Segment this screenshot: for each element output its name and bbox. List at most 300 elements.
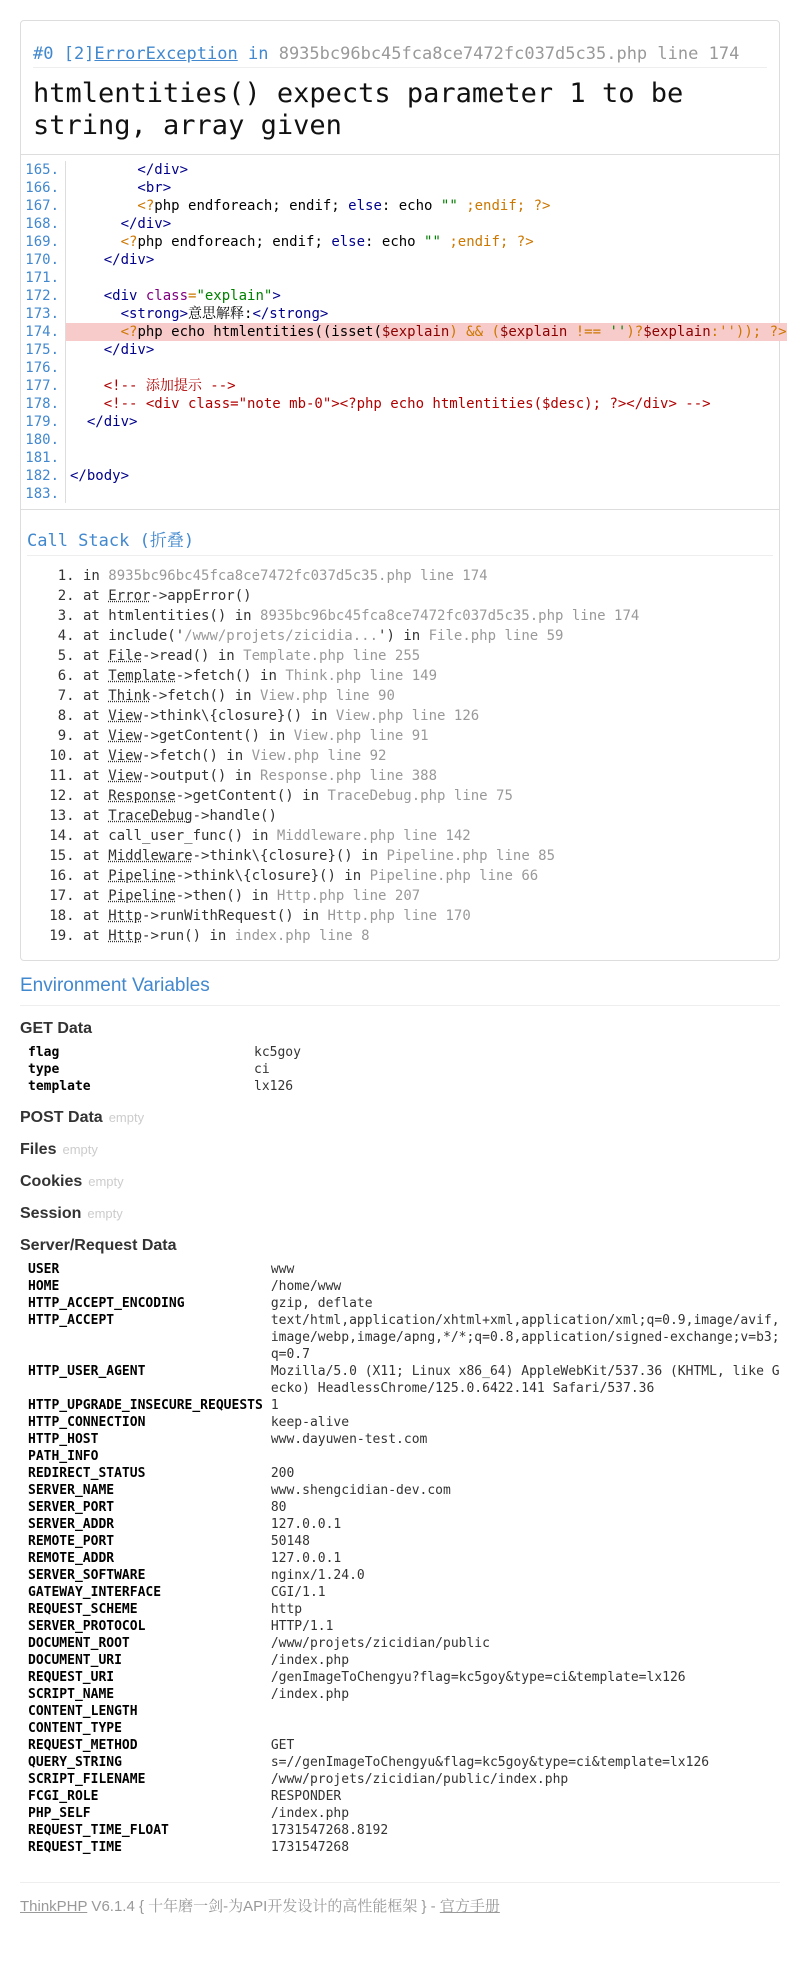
call-stack-file: Think.php line 149 (285, 668, 438, 684)
env-value: /genImageToChengyu?flag=kc5goy&type=ci&template=lx126 (270, 1670, 686, 1685)
env-row (20, 1414, 780, 1431)
call-stack-prefix: at (83, 688, 109, 704)
env-value: 127.0.0.1 (270, 1517, 342, 1532)
code-token: : echo (381, 198, 441, 214)
env-row (20, 1482, 780, 1499)
env-key: SERVER_PORT (28, 1500, 115, 1515)
env-value: RESPONDER (270, 1789, 342, 1804)
call-stack-list (27, 566, 773, 946)
env-row (20, 1839, 780, 1856)
line-code: </div> (70, 162, 189, 178)
env-value: www.dayuwen-test.com (270, 1432, 428, 1447)
line-number: 173. (21, 305, 66, 323)
call-stack-file: Response.php line 388 (260, 768, 438, 784)
call-stack-class[interactable]: Http (108, 928, 143, 944)
line-code: <!-- <div class="note mb-0"><?php echo htmlentities($desc); ?></div> --> (70, 396, 711, 412)
call-stack-file: 8935bc96bc45fca8ce7472fc037d5c35.php line 174 (108, 568, 488, 584)
env-row (20, 1584, 780, 1601)
get-data-table (20, 1044, 780, 1095)
env-row (20, 1261, 780, 1278)
call-stack-prefix: at htmlentities() in (83, 608, 261, 624)
line-number: 183. (21, 485, 66, 503)
call-stack-class[interactable]: Middleware (108, 848, 193, 864)
env-key: REQUEST_SCHEME (28, 1602, 138, 1617)
call-stack-method: ->fetch() in (175, 668, 286, 684)
call-stack-file: Http.php line 170 (327, 908, 471, 924)
env-row (20, 1533, 780, 1550)
source-line (21, 179, 779, 197)
line-code (66, 485, 779, 503)
call-stack-file: /www/projets/zicidia... (184, 628, 379, 644)
code-token: else (348, 198, 382, 214)
exception-number: #0 [2] (33, 44, 95, 64)
code-token: "explain" (196, 288, 273, 304)
call-stack-class[interactable]: Http (108, 908, 143, 924)
code-token: </strong> (252, 306, 329, 322)
exception-line-label: line (657, 44, 699, 64)
exception-file: 8935bc96bc45fca8ce7472fc037d5c35.php (278, 44, 648, 64)
call-stack-method: ->getContent() in (175, 788, 328, 804)
line-code (66, 359, 779, 377)
line-code (66, 269, 779, 287)
empty-label: empty (108, 1110, 145, 1125)
manual-link[interactable]: 官方手册 (439, 1898, 500, 1915)
call-stack-prefix: at (83, 808, 109, 824)
call-stack-file: Middleware.php line 142 (276, 828, 471, 844)
env-key: HTTP_CONNECTION (28, 1415, 146, 1430)
env-key: SCRIPT_FILENAME (28, 1772, 146, 1787)
call-stack-method: ->appError() (150, 588, 252, 604)
source-line (21, 449, 779, 467)
code-token: php endforeach; endif; (154, 198, 349, 214)
line-code: </div> (70, 252, 155, 268)
env-value: 1 (270, 1398, 279, 1413)
line-code: </div> (70, 216, 172, 232)
call-stack-prefix: at (83, 648, 109, 664)
code-token: !== (567, 324, 610, 340)
env-value: Mozilla/5.0 (X11; Linux x86_64) AppleWebKit/537.36 (KHTML, like Gecko) HeadlessChrome/125.0.6422.141 Safari/537.36 (270, 1364, 780, 1396)
code-token: "" (424, 234, 441, 250)
call-stack-item (83, 586, 773, 606)
call-stack-prefix: at (83, 928, 109, 944)
code-token: <? (70, 198, 155, 214)
empty-label: empty (62, 1142, 98, 1157)
call-stack-class[interactable]: Pipeline (108, 868, 176, 884)
call-stack-method: ->handle() (192, 808, 277, 824)
source-line (21, 467, 779, 485)
code-token: = (188, 288, 197, 304)
call-stack-class[interactable]: View (108, 708, 143, 724)
call-stack-item (83, 626, 773, 646)
environment-title: Environment Variables (20, 975, 780, 1006)
call-stack-item (83, 566, 773, 586)
env-row (20, 1601, 780, 1618)
env-row (20, 1703, 780, 1720)
code-token: > (272, 288, 281, 304)
env-value: CGI/1.1 (270, 1585, 326, 1600)
env-key: SERVER_ADDR (28, 1517, 115, 1532)
line-code: </body> (70, 468, 130, 484)
env-value: 80 (270, 1500, 287, 1515)
thinkphp-link[interactable]: ThinkPHP (20, 1898, 88, 1915)
get-data-title: GET Data (20, 1020, 93, 1037)
call-stack-file: View.php line 91 (293, 728, 429, 744)
code-token: $explain (499, 324, 568, 340)
call-stack-prefix: at (83, 588, 109, 604)
source-line (21, 287, 779, 305)
env-value: HTTP/1.1 (270, 1619, 334, 1634)
line-code: <!-- 添加提示 --> (70, 378, 236, 394)
code-token: "" (440, 198, 458, 214)
call-stack-file: Pipeline.php line 85 (386, 848, 556, 864)
env-key: HTTP_ACCEPT_ENCODING (28, 1296, 185, 1311)
call-stack-method: ->runWithRequest() in (142, 908, 328, 924)
env-row (20, 1737, 780, 1754)
code-token: 意思解释: (188, 306, 253, 322)
exception-panel (20, 20, 787, 961)
code-token: ) && ( (449, 324, 500, 340)
call-stack-class[interactable]: TraceDebug (108, 808, 193, 824)
env-value: 1731547268.8192 (270, 1823, 389, 1838)
call-stack-class[interactable]: View (108, 768, 143, 784)
env-value: s=//genImageToChengyu&flag=kc5goy&type=ci&template=lx126 (270, 1755, 710, 1770)
source-line (21, 215, 779, 233)
env-value: text/html,application/xhtml+xml,application/xml;q=0.9,image/avif,image/webp,image/apng,*/*;q=0.8,application/signed-exchange;v=b3;q=0.7 (270, 1313, 780, 1362)
source-line-highlighted (21, 323, 787, 341)
source-line (21, 197, 779, 215)
env-value: gzip, deflate (270, 1296, 373, 1311)
env-value: www.shengcidian-dev.com (270, 1483, 451, 1498)
line-number: 178. (21, 395, 66, 413)
call-stack-item (83, 806, 773, 826)
env-value: keep-alive (270, 1415, 350, 1430)
env-key: REMOTE_ADDR (28, 1551, 115, 1566)
line-number: 179. (21, 413, 66, 431)
env-row (20, 1465, 780, 1482)
code-token: ;endif; ?> (440, 234, 534, 250)
call-stack-item (83, 906, 773, 926)
source-line (21, 395, 779, 413)
call-stack-prefix: at (83, 768, 109, 784)
env-row (20, 1044, 780, 1061)
code-token: )? (626, 324, 644, 340)
env-value: /index.php (270, 1687, 350, 1702)
source-code-block (21, 155, 787, 510)
call-stack-class[interactable]: Response (108, 788, 176, 804)
call-stack-item (83, 746, 773, 766)
server-data-group (20, 1237, 780, 1856)
call-stack-method: ->think\{closure}() in (142, 708, 336, 724)
call-stack-prefix: in (83, 568, 109, 584)
env-key: SERVER_PROTOCOL (28, 1619, 146, 1634)
env-value: /home/www (270, 1279, 342, 1294)
source-line (21, 359, 779, 377)
call-stack-file: TraceDebug.php line 75 (327, 788, 513, 804)
env-value (263, 1448, 780, 1465)
call-stack-method: ->think\{closure}() in (192, 848, 387, 864)
call-stack-heading (27, 526, 773, 556)
code-token: ;endif; ?> (457, 198, 551, 214)
env-key: REQUEST_TIME (28, 1840, 122, 1855)
line-number: 175. (21, 341, 66, 359)
call-stack-class[interactable]: Error (108, 588, 151, 604)
env-row (20, 1363, 780, 1397)
env-value: 50148 (270, 1534, 310, 1549)
call-stack-file: View.php line 90 (260, 688, 395, 704)
cookies-title: Cookies (20, 1173, 83, 1190)
env-row (20, 1771, 780, 1788)
call-stack-prefix: at (83, 788, 109, 804)
files-group (20, 1141, 780, 1159)
line-number: 177. (21, 377, 66, 395)
source-line (21, 269, 779, 287)
env-row (20, 1312, 780, 1363)
line-number: 181. (21, 449, 66, 467)
env-key: PHP_SELF (28, 1806, 91, 1821)
env-key: HTTP_ACCEPT (28, 1313, 115, 1328)
line-code: </div> (70, 342, 155, 358)
call-stack-file: index.php line 8 (234, 928, 370, 944)
session-heading (20, 1205, 780, 1223)
code-token: <div (70, 288, 146, 304)
footer-version: V6.1.4 { 十年磨一剑-为API开发设计的高性能框架 } - (87, 1898, 440, 1915)
get-data-group (20, 1020, 780, 1095)
line-number: 176. (21, 359, 66, 377)
env-value: 1731547268 (270, 1840, 350, 1855)
call-stack-method: ->fetch() in (150, 688, 261, 704)
source-line (21, 305, 779, 323)
cookies-heading (20, 1173, 780, 1191)
cookies-group (20, 1173, 780, 1191)
call-stack-prefix: at (83, 908, 109, 924)
env-key: CONTENT_LENGTH (28, 1704, 138, 1719)
line-number: 166. (21, 179, 66, 197)
call-stack-prefix: at (83, 848, 109, 864)
call-stack-item (83, 866, 773, 886)
line-code (66, 323, 787, 341)
env-row (20, 1669, 780, 1686)
env-value: ci (254, 1062, 270, 1077)
call-stack-class[interactable]: Pipeline (108, 888, 176, 904)
env-key: DOCUMENT_URI (28, 1653, 122, 1668)
env-row (20, 1567, 780, 1584)
env-row (20, 1295, 780, 1312)
source-line (21, 413, 779, 431)
source-line (21, 233, 779, 251)
line-code (66, 449, 779, 467)
call-stack-class[interactable]: View (108, 748, 143, 764)
env-row (20, 1448, 780, 1465)
files-title: Files (20, 1141, 57, 1158)
call-stack-suffix: ') in (378, 628, 429, 644)
call-stack-item (83, 846, 773, 866)
line-number: 169. (21, 233, 66, 251)
code-token: : echo (365, 234, 425, 250)
env-row (20, 1652, 780, 1669)
code-token: :'')); (710, 324, 762, 340)
line-number: 167. (21, 197, 66, 215)
call-stack-file: View.php line 92 (251, 748, 387, 764)
code-token: class (145, 288, 189, 304)
call-stack-method: ->getContent() in (142, 728, 294, 744)
call-stack-item (83, 926, 773, 946)
env-key: REQUEST_TIME_FLOAT (28, 1823, 169, 1838)
env-key: CONTENT_TYPE (28, 1721, 122, 1736)
line-code (66, 197, 779, 215)
call-stack-prefix: at (83, 888, 109, 904)
env-key: FCGI_ROLE (28, 1789, 99, 1804)
env-key: REQUEST_URI (28, 1670, 115, 1685)
session-title: Session (20, 1205, 82, 1222)
env-value: /www/projets/zicidian/public/index.php (270, 1772, 569, 1787)
env-key: HTTP_HOST (28, 1432, 99, 1447)
env-key: HTTP_USER_AGENT (28, 1364, 146, 1379)
source-line (21, 377, 779, 395)
call-stack-item (83, 726, 773, 746)
code-token: <strong> (70, 306, 189, 322)
code-token: ?> (761, 324, 787, 340)
env-value: nginx/1.24.0 (270, 1568, 365, 1583)
call-stack-item (83, 606, 773, 626)
call-stack-class[interactable]: File (108, 648, 143, 664)
env-row (20, 1686, 780, 1703)
line-number: 165. (21, 161, 66, 179)
code-token: '' (609, 324, 627, 340)
call-stack-item (83, 786, 773, 806)
exception-title: htmlentities() expects parameter 1 to be string, array given (33, 78, 684, 141)
call-stack-method: ->output() in (142, 768, 261, 784)
line-code (66, 305, 779, 323)
session-group (20, 1205, 780, 1223)
files-heading (20, 1141, 780, 1159)
call-stack-prefix: at (83, 668, 109, 684)
line-code (66, 431, 779, 449)
call-stack-file: Http.php line 207 (276, 888, 421, 904)
env-key: SCRIPT_NAME (28, 1687, 115, 1702)
call-stack-prefix: at (83, 728, 109, 744)
call-stack-prefix: at include(' (83, 628, 185, 644)
line-number: 171. (21, 269, 66, 287)
call-stack-item (83, 766, 773, 786)
env-key: PATH_INFO (28, 1449, 99, 1464)
env-value: /index.php (270, 1806, 350, 1821)
line-code (66, 233, 779, 251)
call-stack-item (83, 686, 773, 706)
env-value: GET (270, 1738, 295, 1753)
call-stack-prefix: at (83, 708, 109, 724)
env-row (20, 1078, 780, 1095)
env-row (20, 1550, 780, 1567)
empty-label: empty (87, 1206, 123, 1221)
env-key: REDIRECT_STATUS (28, 1466, 146, 1481)
source-line (21, 485, 779, 503)
env-row (20, 1805, 780, 1822)
call-stack-file: Template.php line 255 (243, 648, 421, 664)
env-row (20, 1822, 780, 1839)
env-row (20, 1720, 780, 1737)
env-key: REQUEST_METHOD (28, 1738, 138, 1753)
env-row (20, 1431, 780, 1448)
env-key: HOME (28, 1279, 60, 1294)
line-number: 172. (21, 287, 66, 305)
line-number: 180. (21, 431, 66, 449)
post-data-title: POST Data (20, 1109, 103, 1126)
exception-line-number: 174 (708, 44, 740, 64)
env-key: template (28, 1079, 91, 1094)
source-line (21, 161, 779, 179)
call-stack-fold-toggle[interactable]: (折叠) (139, 531, 195, 551)
code-token: $explain (381, 324, 450, 340)
call-stack-item (83, 646, 773, 666)
line-number: 168. (21, 215, 66, 233)
post-data-group (20, 1109, 780, 1127)
env-value (263, 1703, 780, 1720)
env-key: QUERY_STRING (28, 1755, 122, 1770)
env-key: DOCUMENT_ROOT (28, 1636, 130, 1651)
code-token: $explain (643, 324, 711, 340)
call-stack-item (83, 886, 773, 906)
env-value: www (270, 1262, 295, 1277)
call-stack-method: ->read() in (142, 648, 244, 664)
env-key: HTTP_UPGRADE_INSECURE_REQUESTS (28, 1398, 263, 1413)
call-stack-file: Pipeline.php line 66 (369, 868, 539, 884)
env-key: flag (28, 1045, 60, 1060)
env-row (20, 1788, 780, 1805)
exception-class-link[interactable]: ErrorException (94, 44, 238, 64)
source-line (21, 431, 779, 449)
code-token: <? (70, 234, 138, 250)
empty-label: empty (88, 1174, 124, 1189)
env-row (20, 1499, 780, 1516)
env-key: GATEWAY_INTERFACE (28, 1585, 162, 1600)
call-stack-class[interactable]: Template (108, 668, 176, 684)
env-row (20, 1061, 780, 1078)
source-line (21, 341, 779, 359)
env-row (20, 1635, 780, 1652)
env-row (20, 1278, 780, 1295)
exception-message-block (21, 21, 779, 155)
code-token: php endforeach; endif; (137, 234, 332, 250)
env-value: 200 (270, 1466, 295, 1481)
env-key: type (28, 1062, 60, 1077)
line-number: 174. (21, 323, 66, 341)
env-value (263, 1720, 780, 1737)
env-row (20, 1397, 780, 1414)
line-code: <br> (70, 180, 172, 196)
call-stack-file: File.php line 59 (428, 628, 564, 644)
call-stack-item (83, 826, 773, 846)
call-stack-class[interactable]: View (108, 728, 143, 744)
source-line (21, 251, 779, 269)
environment-section (0, 961, 800, 1856)
env-value: /www/projets/zicidian/public (270, 1636, 490, 1651)
env-key: SERVER_NAME (28, 1483, 115, 1498)
env-row (20, 1516, 780, 1533)
env-value: lx126 (254, 1079, 294, 1094)
env-key: USER (28, 1262, 60, 1277)
call-stack-title: Call Stack (27, 531, 130, 551)
code-token: <? (70, 324, 138, 340)
call-stack-class[interactable]: Think (108, 688, 151, 704)
exception-info (33, 45, 767, 68)
line-number: 170. (21, 251, 66, 269)
post-data-heading (20, 1109, 780, 1127)
call-stack-prefix: at call_user_func() in (83, 828, 277, 844)
call-stack (21, 510, 779, 960)
env-key: REMOTE_PORT (28, 1534, 115, 1549)
line-code: </div> (70, 414, 138, 430)
call-stack-file: 8935bc96bc45fca8ce7472fc037d5c35.php line 174 (260, 608, 640, 624)
